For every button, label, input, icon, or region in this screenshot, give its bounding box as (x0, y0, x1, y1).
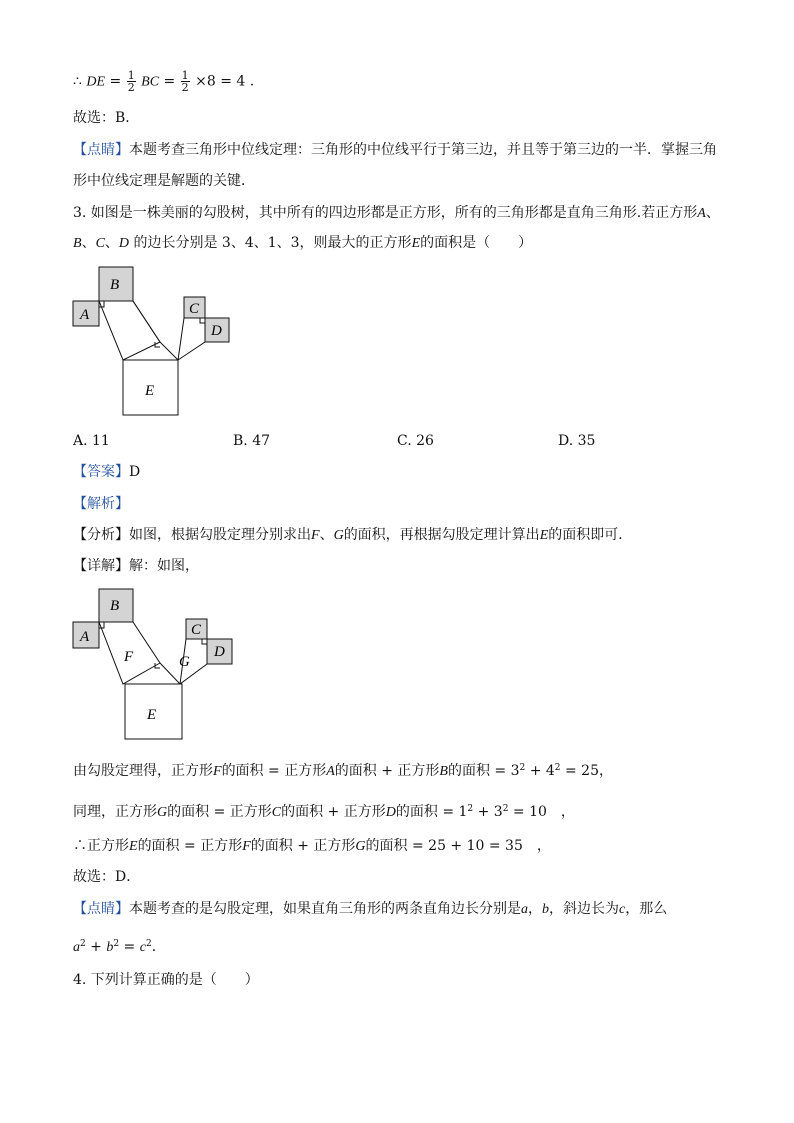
label-A: A (80, 629, 90, 645)
detail-line: 【详解】解：如图， (73, 558, 199, 574)
label-B: B (110, 598, 120, 614)
de-equation: ∴ DE = $\frac{1}{2}$ BC = $\frac{1}{2}$ ×8 = 4 . (73, 69, 255, 94)
label-D: D (211, 323, 222, 339)
option-d[interactable]: D. 35 (558, 433, 596, 449)
answer-line: 【答案】D (73, 464, 141, 480)
q2-comment: 【点睛】本题考查三角形中位线定理：三角形的中位线平行于第三边，并且等于第三边的一半．掌握三角 (73, 142, 717, 158)
label-A: A (80, 307, 90, 323)
q4-stem: 4. 下列计算正确的是（ ） (73, 972, 259, 988)
pythagoras-tree-figure (66, 262, 246, 422)
equation-g: 同理，正方形G的面积 = 正方形C的面积 + 正方形D的面积 = $1^2 + 3^2 = 10$ ， (73, 804, 575, 820)
q3-stem-line2: B、C、D 的边长分别是 3、4、1、3，则最大的正方形E的面积是（ ） (73, 235, 533, 251)
label-G: G (179, 654, 190, 670)
pythagoras-tree-figure-labeled (66, 585, 246, 745)
label-D: D (214, 644, 225, 660)
q3-comment: 【点睛】本题考查的是勾股定理，如果直角三角形的两条直角边长分别是a，b，斜边长为c，那么 (73, 901, 668, 917)
label-F: F (124, 649, 134, 665)
q3-stem-line1: 3. 如图是一株美丽的勾股树，其中所有的四边形都是正方形，所有的三角形都是直角三角形.若正方形A、 (73, 205, 720, 221)
q2-choose: 故选：B． (73, 110, 140, 126)
label-C: C (189, 301, 200, 317)
fenxi-line: 【分析】如图，根据勾股定理分别求出F、G的面积，再根据勾股定理计算出E的面积即可． (73, 527, 633, 543)
analysis-tag: 【解析】 (73, 496, 129, 512)
label-B: B (110, 277, 120, 293)
label-E: E (147, 707, 157, 723)
option-c[interactable]: C. 26 (397, 433, 434, 449)
label-E: E (145, 383, 155, 399)
option-b[interactable]: B. 47 (233, 433, 271, 449)
q3-choose: 故选：D． (73, 869, 141, 885)
fraction-half: $\frac{1}{2}$ (127, 69, 135, 94)
q2-comment-cont: 形中位线定理是解题的关键． (73, 173, 255, 189)
fraction-half: $\frac{1}{2}$ (181, 69, 189, 94)
pythagorean-formula: $a^2 + b^2 = c^2$． (73, 939, 166, 955)
equation-f: 由勾股定理得，正方形F的面积 = 正方形A的面积 + 正方形B的面积 = $3^2 + 4^2 = 25$， (73, 763, 613, 779)
square-F-outline (99, 301, 160, 360)
option-a[interactable]: A. 11 (73, 433, 110, 449)
square-G-outline (178, 318, 205, 360)
label-C: C (191, 622, 202, 638)
equation-e: ∴正方形E的面积 = 正方形F的面积 + 正方形G的面积 = 25 + 10 = 35 ， (73, 838, 551, 854)
